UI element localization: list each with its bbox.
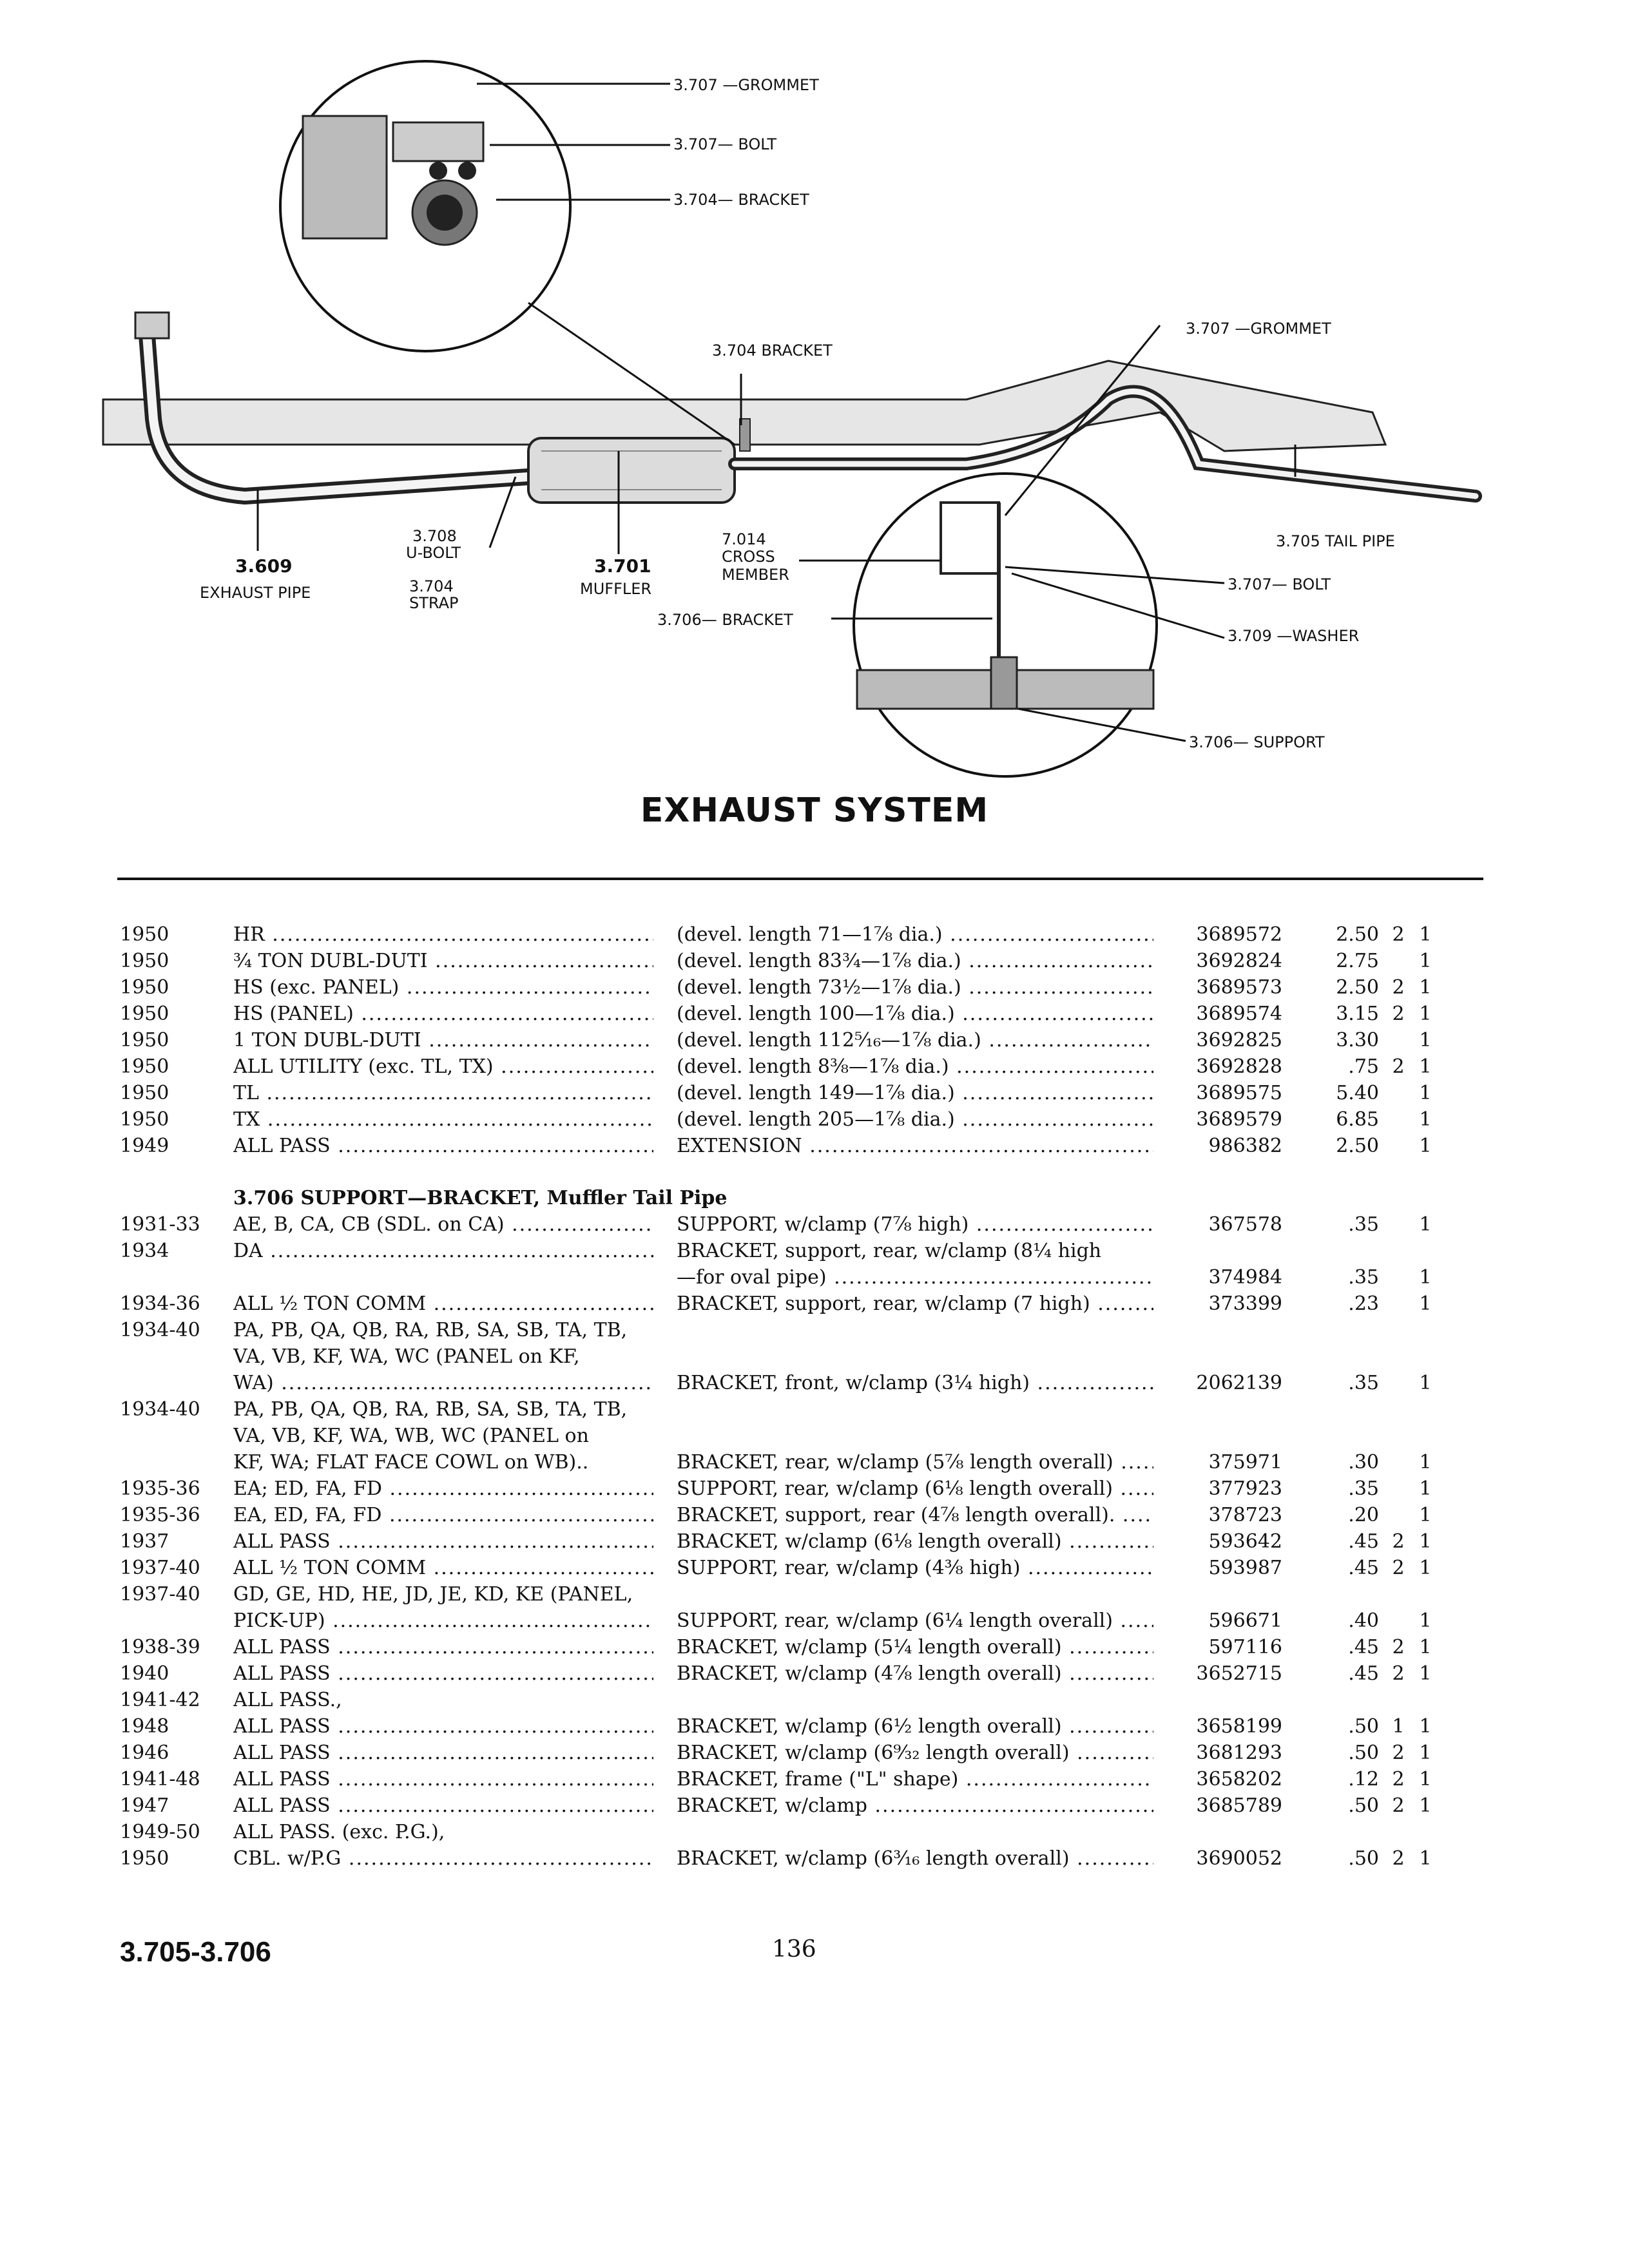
model-cell: VA, VB, KF, WA, WC (PANEL on KF, <box>233 1345 580 1368</box>
price-cell: .50 <box>1348 1715 1379 1738</box>
part-number-cell: 3652715 <box>1196 1662 1282 1685</box>
price-cell: 2.50 <box>1336 976 1379 999</box>
qty-b-cell: 1 <box>1419 1082 1432 1104</box>
table-row <box>0 1766 1629 1792</box>
qty-a-cell: 2 <box>1392 1055 1405 1078</box>
year-cell: 1950 <box>120 1108 169 1131</box>
page-number: 136 <box>772 1936 816 1963</box>
qty-b-cell: 1 <box>1419 1135 1432 1157</box>
price-cell: .45 <box>1348 1557 1379 1579</box>
part-number-cell: 3692824 <box>1196 950 1282 972</box>
qty-b-cell: 1 <box>1419 1768 1432 1791</box>
year-cell: 1937-40 <box>120 1583 200 1606</box>
description-cell: (devel. length 205—1⅞ dia.) ..... <box>677 1106 1153 1133</box>
model-cell: WA) ..... <box>233 1370 653 1396</box>
year-cell: 1950 <box>120 923 169 946</box>
qty-b-cell: 1 <box>1419 1847 1432 1870</box>
price-cell: .30 <box>1348 1451 1379 1474</box>
qty-b-cell: 1 <box>1419 1372 1432 1394</box>
label-bolt-top: 3.707— BOLT <box>673 135 776 153</box>
part-number-cell: 596671 <box>1208 1610 1282 1632</box>
label-exhaust-pipe: EXHAUST PIPE <box>200 584 311 602</box>
rows-3705 <box>0 921 1629 1159</box>
part-number-cell: 3689572 <box>1196 923 1282 946</box>
page-title: EXHAUST SYSTEM <box>640 791 989 830</box>
qty-a-cell: 2 <box>1392 1768 1405 1791</box>
year-cell: 1935-36 <box>120 1477 200 1500</box>
year-cell: 1947 <box>120 1794 169 1817</box>
table-row <box>0 1317 1629 1343</box>
label-washer: 3.709 —WASHER <box>1228 627 1360 645</box>
description-cell: BRACKET, w/clamp (6⁹⁄₃₂ length overall) ..... <box>677 1740 1153 1766</box>
qty-a-cell: 2 <box>1392 923 1405 946</box>
model-cell: ALL PASS., <box>233 1689 342 1711</box>
description-cell: BRACKET, w/clamp (5¼ length overall) ..... <box>677 1634 1153 1660</box>
table-row <box>0 1819 1629 1845</box>
label-bracket-top: 3.704— BRACKET <box>673 191 809 209</box>
model-cell: ALL PASS ..... <box>233 1634 653 1660</box>
part-number-cell: 986382 <box>1208 1135 1282 1157</box>
table-row <box>0 1211 1629 1238</box>
parts-table <box>0 921 1629 1872</box>
part-number-cell: 3689575 <box>1196 1082 1282 1104</box>
price-cell: .50 <box>1348 1794 1379 1817</box>
rows-3706 <box>0 1211 1629 1872</box>
table-row <box>0 1238 1629 1264</box>
part-number-cell: 377923 <box>1208 1477 1282 1500</box>
part-number-cell: 3685789 <box>1196 1794 1282 1817</box>
year-cell: 1934 <box>120 1240 169 1262</box>
table-row <box>0 1740 1629 1766</box>
qty-b-cell: 1 <box>1419 1715 1432 1738</box>
price-cell: 3.30 <box>1336 1029 1379 1052</box>
price-cell: 2.50 <box>1336 1135 1379 1157</box>
part-number-cell: 373399 <box>1208 1293 1282 1315</box>
label-exhaust-pipe-num: 3.609 <box>235 555 293 577</box>
description-cell: SUPPORT, rear, w/clamp (6¼ length overall) ..... <box>677 1608 1153 1634</box>
price-cell: .50 <box>1348 1742 1379 1764</box>
model-cell: PA, PB, QA, QB, RA, RB, SA, SB, TA, TB, <box>233 1319 628 1341</box>
manifold-flange <box>135 312 169 338</box>
model-cell: KF, WA; FLAT FACE COWL on WB).. <box>233 1451 589 1474</box>
description-cell: BRACKET, support, rear, w/clamp (7 high) ..... <box>677 1291 1153 1317</box>
price-cell: .35 <box>1348 1213 1379 1236</box>
price-cell: .45 <box>1348 1530 1379 1553</box>
model-cell: AE, B, CA, CB (SDL. on CA) ..... <box>233 1211 653 1238</box>
price-cell: .23 <box>1348 1293 1379 1315</box>
qty-a-cell: 2 <box>1392 976 1405 999</box>
year-cell: 1934-40 <box>120 1398 200 1421</box>
year-cell: 1950 <box>120 976 169 999</box>
table-row <box>0 1528 1629 1555</box>
year-cell: 1940 <box>120 1662 169 1685</box>
exhaust-system-diagram <box>0 0 1629 799</box>
description-cell: SUPPORT, rear, w/clamp (6⅛ length overall) ..... <box>677 1475 1153 1502</box>
description-cell: (devel. length 73½—1⅞ dia.) ..... <box>677 974 1153 1001</box>
year-cell: 1950 <box>120 950 169 972</box>
description-cell: (devel. length 71—1⅞ dia.) ..... <box>677 921 1153 948</box>
part-number-cell: 374984 <box>1208 1266 1282 1289</box>
description-cell: BRACKET, w/clamp ..... <box>677 1792 1153 1819</box>
table-row <box>0 1792 1629 1819</box>
model-cell: TL ..... <box>233 1080 653 1106</box>
qty-b-cell: 1 <box>1419 1293 1432 1315</box>
table-row <box>0 1555 1629 1581</box>
description-cell: SUPPORT, rear, w/clamp (4³⁄₈ high) ..... <box>677 1555 1153 1581</box>
label-cross: CROSS <box>722 548 775 566</box>
qty-b-cell: 1 <box>1419 1610 1432 1632</box>
part-number-cell: 3689579 <box>1196 1108 1282 1131</box>
year-cell: 1937-40 <box>120 1557 200 1579</box>
model-cell: ALL PASS ..... <box>233 1740 653 1766</box>
price-cell: .75 <box>1348 1055 1379 1078</box>
qty-b-cell: 1 <box>1419 1477 1432 1500</box>
description-cell: BRACKET, w/clamp (6³⁄₁₆ length overall) ..... <box>677 1845 1153 1872</box>
year-cell: 1950 <box>120 1847 169 1870</box>
label-bracket-mid: 3.704 BRACKET <box>712 341 833 360</box>
model-cell: ALL PASS ..... <box>233 1792 653 1819</box>
table-row <box>0 1475 1629 1502</box>
year-cell: 1941-48 <box>120 1768 200 1791</box>
table-row <box>0 1423 1629 1449</box>
price-cell: 6.85 <box>1336 1108 1379 1131</box>
price-cell: .45 <box>1348 1636 1379 1658</box>
year-cell: 1950 <box>120 1055 169 1078</box>
qty-a-cell: 2 <box>1392 1662 1405 1685</box>
part-number-cell: 375971 <box>1208 1451 1282 1474</box>
model-cell: 1 TON DUBL-DUTI ..... <box>233 1027 653 1053</box>
table-row <box>0 1053 1629 1080</box>
model-cell: EA; ED, FA, FD ..... <box>233 1475 653 1502</box>
table-row <box>0 1845 1629 1872</box>
price-cell: 2.50 <box>1336 923 1379 946</box>
year-cell: 1946 <box>120 1742 169 1764</box>
model-cell: HR ..... <box>233 921 653 948</box>
qty-b-cell: 1 <box>1419 950 1432 972</box>
year-cell: 1937 <box>120 1530 169 1553</box>
qty-b-cell: 1 <box>1419 923 1432 946</box>
table-row <box>0 1713 1629 1740</box>
part-number-cell: 3681293 <box>1196 1742 1282 1764</box>
table-row <box>0 1396 1629 1423</box>
description-cell: BRACKET, w/clamp (4⅞ length overall) ..... <box>677 1660 1153 1687</box>
qty-b-cell: 1 <box>1419 1451 1432 1474</box>
qty-b-cell: 1 <box>1419 1266 1432 1289</box>
description-cell: SUPPORT, w/clamp (7⅞ high) ..... <box>677 1211 1153 1238</box>
table-row <box>0 1343 1629 1370</box>
description-cell: (devel. length 112⁵⁄₁₆—1⅞ dia.) ..... <box>677 1027 1153 1053</box>
qty-b-cell: 1 <box>1419 976 1432 999</box>
part-number-cell: 3658199 <box>1196 1715 1282 1738</box>
label-strap: STRAP <box>409 594 459 612</box>
table-row <box>0 1027 1629 1053</box>
year-cell: 1941-42 <box>120 1689 200 1711</box>
part-number-cell: 2062139 <box>1196 1372 1282 1394</box>
price-cell: 5.40 <box>1336 1082 1379 1104</box>
qty-b-cell: 1 <box>1419 1742 1432 1764</box>
year-cell: 1948 <box>120 1715 169 1738</box>
qty-b-cell: 1 <box>1419 1504 1432 1526</box>
table-row <box>0 1001 1629 1027</box>
model-cell: ALL UTILITY (exc. TL, TX) ..... <box>233 1053 653 1080</box>
qty-a-cell: 1 <box>1392 1715 1405 1738</box>
year-cell: 1949-50 <box>120 1821 200 1843</box>
year-cell: 1950 <box>120 1029 169 1052</box>
label-support: 3.706— SUPPORT <box>1189 733 1325 751</box>
description-cell: BRACKET, support, rear (4⅞ length overall). ..... <box>677 1502 1153 1528</box>
description-cell: BRACKET, w/clamp (6⅛ length overall) ..... <box>677 1528 1153 1555</box>
year-cell: 1950 <box>120 1082 169 1104</box>
part-number-cell: 593987 <box>1208 1557 1282 1579</box>
label-grommet-right: 3.707 —GROMMET <box>1186 320 1331 338</box>
year-cell: 1949 <box>120 1135 169 1157</box>
year-cell: 1934-36 <box>120 1293 200 1315</box>
model-cell: PICK-UP) ..... <box>233 1608 653 1634</box>
model-cell: CBL. w/P.G ..... <box>233 1845 653 1872</box>
part-number-cell: 597116 <box>1208 1636 1282 1658</box>
table-row <box>0 1634 1629 1660</box>
table-row <box>0 1264 1629 1291</box>
price-cell: .35 <box>1348 1372 1379 1394</box>
label-cross-num: 7.014 <box>722 530 766 548</box>
part-number-cell: 378723 <box>1208 1504 1282 1526</box>
price-cell: .50 <box>1348 1847 1379 1870</box>
table-row <box>0 948 1629 974</box>
qty-b-cell: 1 <box>1419 1108 1432 1131</box>
label-tail-pipe: 3.705 TAIL PIPE <box>1276 532 1395 550</box>
description-cell: BRACKET, front, w/clamp (3¼ high) ..... <box>677 1370 1153 1396</box>
description-cell: —for oval pipe) ..... <box>677 1264 1153 1291</box>
label-ubolt-num: 3.708 <box>412 527 457 545</box>
model-cell: ALL ½ TON COMM ..... <box>233 1555 653 1581</box>
table-row <box>0 1080 1629 1106</box>
description-cell: EXTENSION ..... <box>677 1133 1153 1159</box>
label-bracket-low: 3.706— BRACKET <box>657 611 793 629</box>
price-cell: 2.75 <box>1336 950 1379 972</box>
qty-b-cell: 1 <box>1419 1530 1432 1553</box>
model-cell: PA, PB, QA, QB, RA, RB, SA, SB, TA, TB, <box>233 1398 628 1421</box>
model-cell: ¾ TON DUBL-DUTI ..... <box>233 948 653 974</box>
price-cell: .12 <box>1348 1768 1379 1791</box>
table-row <box>0 1502 1629 1528</box>
description-cell: BRACKET, frame ("L" shape) ..... <box>677 1766 1153 1792</box>
price-cell: .35 <box>1348 1266 1379 1289</box>
year-cell: 1934-40 <box>120 1319 200 1341</box>
description-cell: (devel. length 100—1⅞ dia.) ..... <box>677 1001 1153 1027</box>
price-cell: .45 <box>1348 1662 1379 1685</box>
part-number-cell: 3658202 <box>1196 1768 1282 1791</box>
description-cell: (devel. length 8⅜—1⅞ dia.) ..... <box>677 1053 1153 1080</box>
table-row <box>0 1291 1629 1317</box>
description-cell: (devel. length 83¾—1⅞ dia.) ..... <box>677 948 1153 974</box>
description-cell: (devel. length 149—1⅞ dia.) ..... <box>677 1080 1153 1106</box>
label-muffler-num: 3.701 <box>594 555 651 577</box>
label-member: MEMBER <box>722 566 789 584</box>
year-cell: 1931-33 <box>120 1213 200 1236</box>
table-row <box>0 921 1629 948</box>
qty-a-cell: 2 <box>1392 1742 1405 1764</box>
qty-a-cell: 2 <box>1392 1530 1405 1553</box>
model-cell: DA ..... <box>233 1238 653 1264</box>
description-cell: BRACKET, rear, w/clamp (5⅞ length overall) ..... <box>677 1449 1153 1475</box>
price-cell: 3.15 <box>1336 1003 1379 1025</box>
model-cell: ALL PASS ..... <box>233 1660 653 1687</box>
table-row <box>0 1106 1629 1133</box>
table-row <box>0 1133 1629 1159</box>
qty-b-cell: 1 <box>1419 1794 1432 1817</box>
part-number-cell: 3689573 <box>1196 976 1282 999</box>
model-cell: ALL PASS ..... <box>233 1766 653 1792</box>
section-range: 3.705-3.706 <box>120 1936 271 1968</box>
qty-a-cell: 2 <box>1392 1794 1405 1817</box>
price-cell: .20 <box>1348 1504 1379 1526</box>
table-row <box>0 1581 1629 1608</box>
table-row <box>0 1370 1629 1396</box>
qty-b-cell: 1 <box>1419 1557 1432 1579</box>
year-cell: 1938-39 <box>120 1636 200 1658</box>
qty-a-cell: 2 <box>1392 1847 1405 1870</box>
model-cell: ALL PASS ..... <box>233 1133 653 1159</box>
table-row <box>0 1608 1629 1634</box>
qty-b-cell: 1 <box>1419 1662 1432 1685</box>
model-cell: ALL PASS ..... <box>233 1528 653 1555</box>
table-row <box>0 974 1629 1001</box>
table-row <box>0 1449 1629 1475</box>
qty-a-cell: 2 <box>1392 1636 1405 1658</box>
model-cell: ALL PASS. (exc. P.G.), <box>233 1821 445 1843</box>
qty-a-cell: 2 <box>1392 1003 1405 1025</box>
table-row <box>0 1687 1629 1713</box>
label-bolt-right: 3.707— BOLT <box>1228 575 1331 593</box>
model-cell: HS (PANEL) ..... <box>233 1001 653 1027</box>
detail-circle-bottom <box>854 474 1157 776</box>
model-cell: VA, VB, KF, WA, WB, WC (PANEL on <box>233 1425 589 1447</box>
section-heading: 3.706 SUPPORT—BRACKET, Muffler Tail Pipe <box>233 1187 728 1209</box>
year-cell: 1935-36 <box>120 1504 200 1526</box>
part-number-cell: 593642 <box>1208 1530 1282 1553</box>
model-cell: ALL ½ TON COMM ..... <box>233 1291 653 1317</box>
qty-b-cell: 1 <box>1419 1213 1432 1236</box>
qty-b-cell: 1 <box>1419 1003 1432 1025</box>
muffler <box>528 438 735 503</box>
description-cell: BRACKET, w/clamp (6½ length overall) ..... <box>677 1713 1153 1740</box>
qty-a-cell: 2 <box>1392 1557 1405 1579</box>
part-number-cell: 3690052 <box>1196 1847 1282 1870</box>
qty-b-cell: 1 <box>1419 1055 1432 1078</box>
qty-b-cell: 1 <box>1419 1636 1432 1658</box>
qty-b-cell: 1 <box>1419 1029 1432 1052</box>
label-ubolt: U-BOLT <box>406 544 461 562</box>
model-cell: ALL PASS ..... <box>233 1713 653 1740</box>
label-muffler: MUFFLER <box>580 580 652 598</box>
price-cell: .35 <box>1348 1477 1379 1500</box>
part-number-cell: 3692828 <box>1196 1055 1282 1078</box>
part-number-cell: 3692825 <box>1196 1029 1282 1052</box>
model-cell: GD, GE, HD, HE, JD, JE, KD, KE (PANEL, <box>233 1583 633 1606</box>
model-cell: EA, ED, FA, FD ..... <box>233 1502 653 1528</box>
part-number-cell: 3689574 <box>1196 1003 1282 1025</box>
price-cell: .40 <box>1348 1610 1379 1632</box>
table-row <box>0 1660 1629 1687</box>
model-cell: TX ..... <box>233 1106 653 1133</box>
label-grommet-top: 3.707 —GROMMET <box>673 76 819 94</box>
divider <box>117 878 1483 880</box>
label-strap-num: 3.704 <box>409 577 454 595</box>
description-cell: BRACKET, support, rear, w/clamp (8¼ high <box>677 1240 1102 1262</box>
year-cell: 1950 <box>120 1003 169 1025</box>
part-number-cell: 367578 <box>1208 1213 1282 1236</box>
model-cell: HS (exc. PANEL) ..... <box>233 974 653 1001</box>
